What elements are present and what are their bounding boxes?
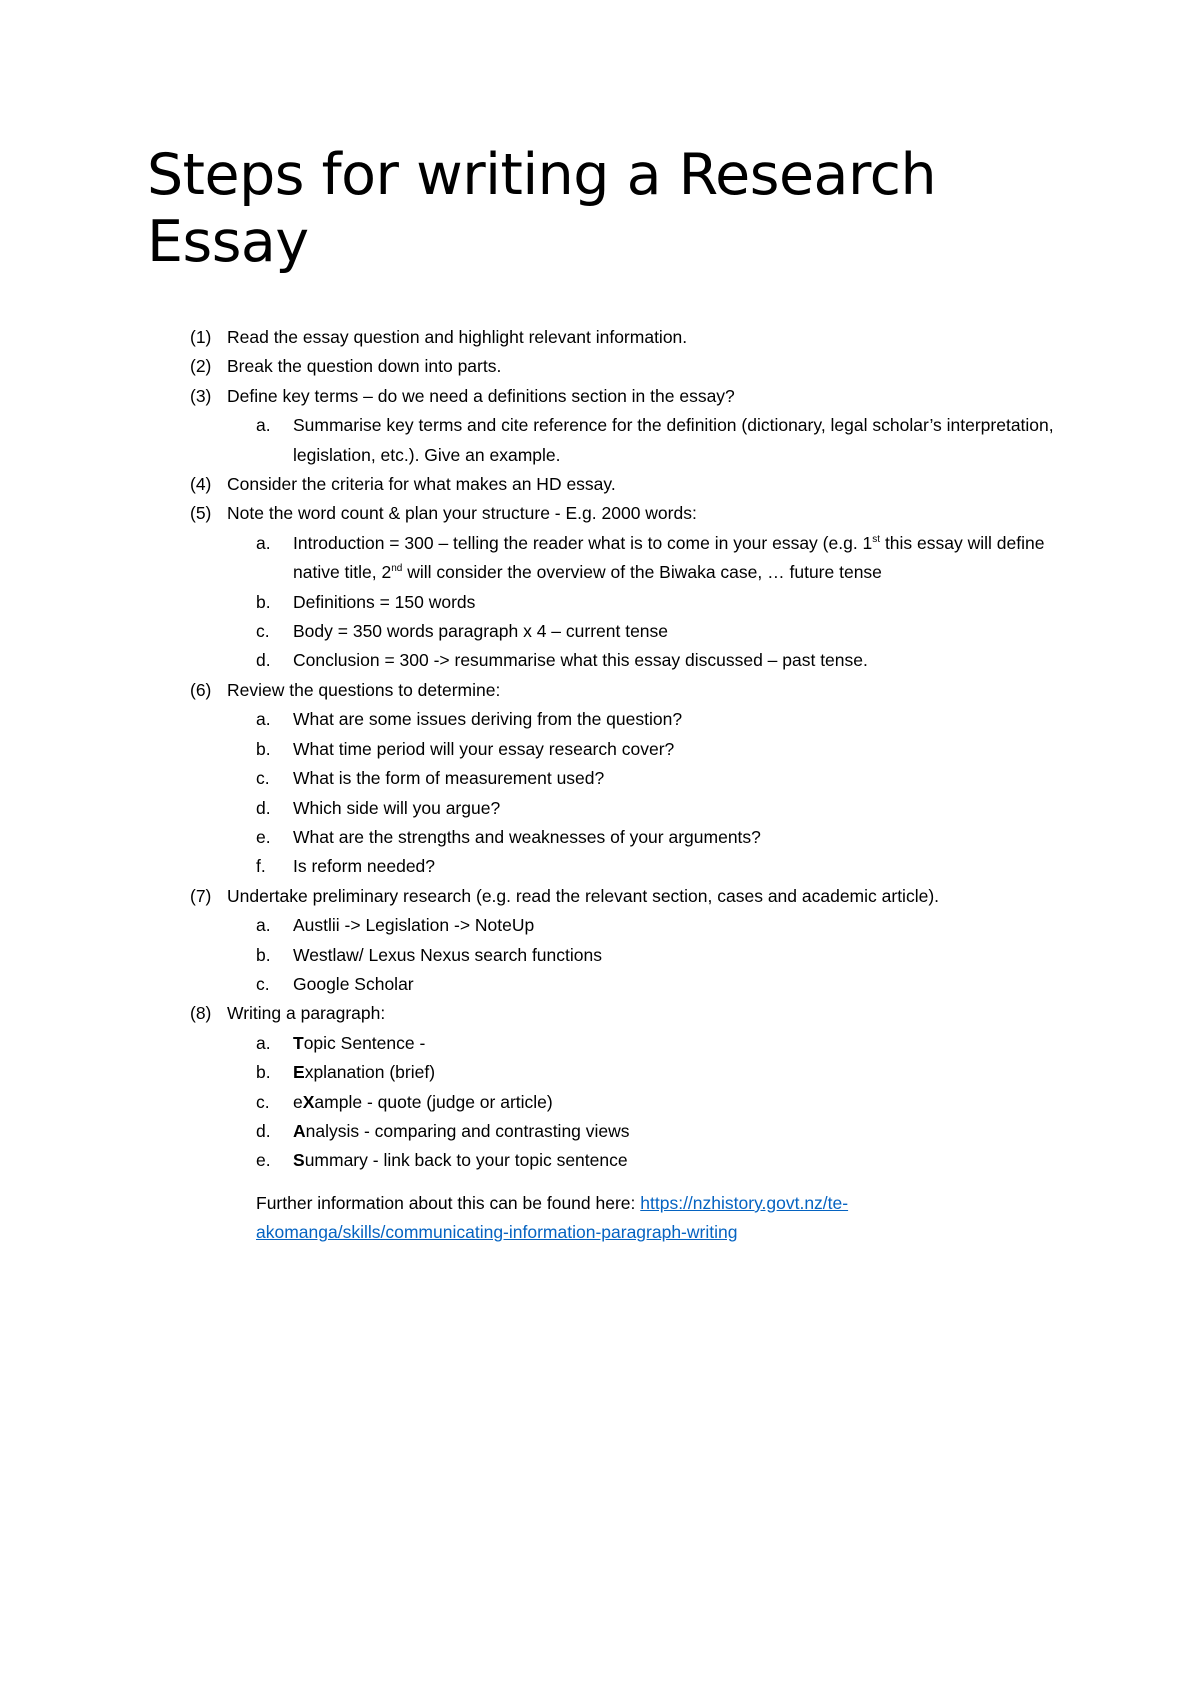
acronym-letter: E: [293, 1062, 305, 1083]
further-information-link[interactable]: https://nzhistory.govt.nz/te-akomanga/skills/communicating-information-paragraph-writing: [256, 1192, 849, 1243]
substep-letter: b.: [256, 1062, 271, 1083]
substep-text: [293, 1146, 1060, 1175]
text-segment: ample - quote (judge or article): [314, 1091, 553, 1112]
step-text: Writing a paragraph:: [227, 1003, 386, 1024]
text-segment: this essay will define native title, 2: [293, 532, 1045, 583]
substep-item: [0, 1088, 1200, 1117]
substep-item: [0, 705, 1200, 734]
text-segment: will consider the overview of the Biwaka case, … future tense: [402, 562, 882, 583]
text-segment: e: [293, 1091, 303, 1112]
step-item: [0, 470, 1200, 499]
substep-text: [293, 1088, 1060, 1117]
step-item: [0, 352, 1200, 381]
substep-item: [0, 617, 1200, 646]
substep-text: Google Scholar: [293, 973, 414, 994]
substep-letter: d.: [256, 797, 271, 818]
substep-letter: c.: [256, 768, 270, 789]
substep-text: Summarise key terms and cite reference for the definition (dictionary, legal scholar’s interpretation, legislation, etc.). Give an example.: [293, 415, 1054, 465]
substep-letter: a.: [256, 915, 271, 936]
document-title: Steps for writing a Research Essay: [147, 142, 937, 275]
text-segment: Introduction = 300 – telling the reader what is to come in your essay (e.g. 1: [293, 532, 873, 553]
substep-text: Is reform needed?: [293, 856, 436, 877]
substep-letter: e.: [256, 1150, 271, 1171]
acronym-letter: X: [302, 1091, 315, 1112]
substep-text: Definitions = 150 words: [293, 591, 476, 612]
substep-item: [0, 1146, 1200, 1175]
substep-text: What time period will your essay research cover?: [293, 738, 675, 759]
substep-letter: a.: [256, 415, 271, 436]
substep-item: [0, 970, 1200, 999]
substep-text: [293, 1058, 1060, 1087]
substep-item: [0, 1117, 1200, 1146]
step-text: Review the questions to determine:: [227, 679, 501, 700]
text-segment: xplanation (brief): [304, 1062, 436, 1083]
text-segment: ummary - link back to your topic sentence: [304, 1150, 628, 1171]
substep-letter: a.: [256, 709, 271, 730]
substep-item: [0, 529, 1200, 588]
step-item: [0, 999, 1200, 1028]
substep-letter: e.: [256, 826, 271, 847]
ordinal-suffix: st: [872, 534, 881, 546]
substep-item: [0, 735, 1200, 764]
substep-text: What are the strengths and weaknesses of your arguments?: [293, 826, 761, 847]
substep-letter: d.: [256, 650, 271, 671]
substep-text: [293, 1029, 1060, 1058]
ordinal-suffix: nd: [391, 563, 403, 575]
acronym-letter: T: [293, 1032, 304, 1053]
step-text: Undertake preliminary research (e.g. read the relevant section, cases and academic article).: [227, 885, 940, 906]
step-item: [0, 499, 1200, 528]
steps-list: [0, 323, 1200, 1248]
substep-letter: a.: [256, 1032, 271, 1053]
substep-item: [0, 941, 1200, 970]
further-information-text: Further information about this can be found here:: [256, 1192, 641, 1213]
substep-letter: b.: [256, 738, 271, 759]
acronym-letter: S: [293, 1150, 305, 1171]
substep-item: [0, 823, 1200, 852]
step-number: (4): [190, 474, 212, 495]
substep-letter: d.: [256, 1120, 271, 1141]
substep-item: [0, 646, 1200, 675]
step-text: Read the essay question and highlight relevant information.: [227, 327, 688, 347]
step-number: (6): [190, 679, 212, 700]
substep-item: [0, 764, 1200, 793]
step-text: Consider the criteria for what makes an HD essay.: [227, 474, 616, 495]
substep-text: Westlaw/ Lexus Nexus search functions: [293, 944, 602, 965]
further-information: [256, 1189, 1000, 1248]
step-number: (7): [190, 885, 212, 906]
step-text: Break the question down into parts.: [227, 356, 502, 377]
substep-letter: c.: [256, 621, 270, 642]
substep-text: Which side will you argue?: [293, 797, 501, 818]
substep-text: Austlii -> Legislation -> NoteUp: [293, 915, 535, 936]
substep-text: [293, 1117, 1060, 1146]
substep-letter: c.: [256, 1091, 270, 1112]
step-item: [0, 323, 1200, 352]
substep-item: [0, 411, 1200, 470]
step-item: [0, 382, 1200, 411]
substep-text: [293, 529, 1050, 588]
acronym-letter: A: [293, 1120, 306, 1141]
step-text: Define key terms – do we need a definitions section in the essay?: [227, 385, 735, 406]
substep-item: [0, 1058, 1200, 1087]
substep-letter: f.: [256, 856, 266, 877]
substep-text: Body = 350 words paragraph x 4 – current tense: [293, 621, 669, 642]
substep-item: [0, 911, 1200, 940]
step-number: (3): [190, 385, 212, 406]
substep-letter: c.: [256, 973, 270, 994]
step-item: [0, 882, 1200, 911]
substep-item: [0, 1029, 1200, 1058]
substep-item: [0, 588, 1200, 617]
step-number: (2): [190, 356, 212, 377]
text-segment: opic Sentence -: [303, 1032, 426, 1053]
step-number: (5): [190, 503, 212, 524]
step-item: [0, 676, 1200, 705]
substep-letter: a.: [256, 532, 271, 553]
substep-text: What are some issues deriving from the question?: [293, 709, 683, 730]
step-number: (1): [190, 327, 212, 347]
step-text: Note the word count & plan your structure - E.g. 2000 words:: [227, 503, 697, 524]
substep-item: [0, 794, 1200, 823]
text-segment: nalysis - comparing and contrasting views: [305, 1120, 630, 1141]
substep-letter: b.: [256, 591, 271, 612]
substep-text: Conclusion = 300 -> resummarise what this essay discussed – past tense.: [293, 650, 868, 671]
substep-item: [0, 852, 1200, 881]
step-number: (8): [190, 1003, 212, 1024]
substep-letter: b.: [256, 944, 271, 965]
substep-text: What is the form of measurement used?: [293, 768, 605, 789]
